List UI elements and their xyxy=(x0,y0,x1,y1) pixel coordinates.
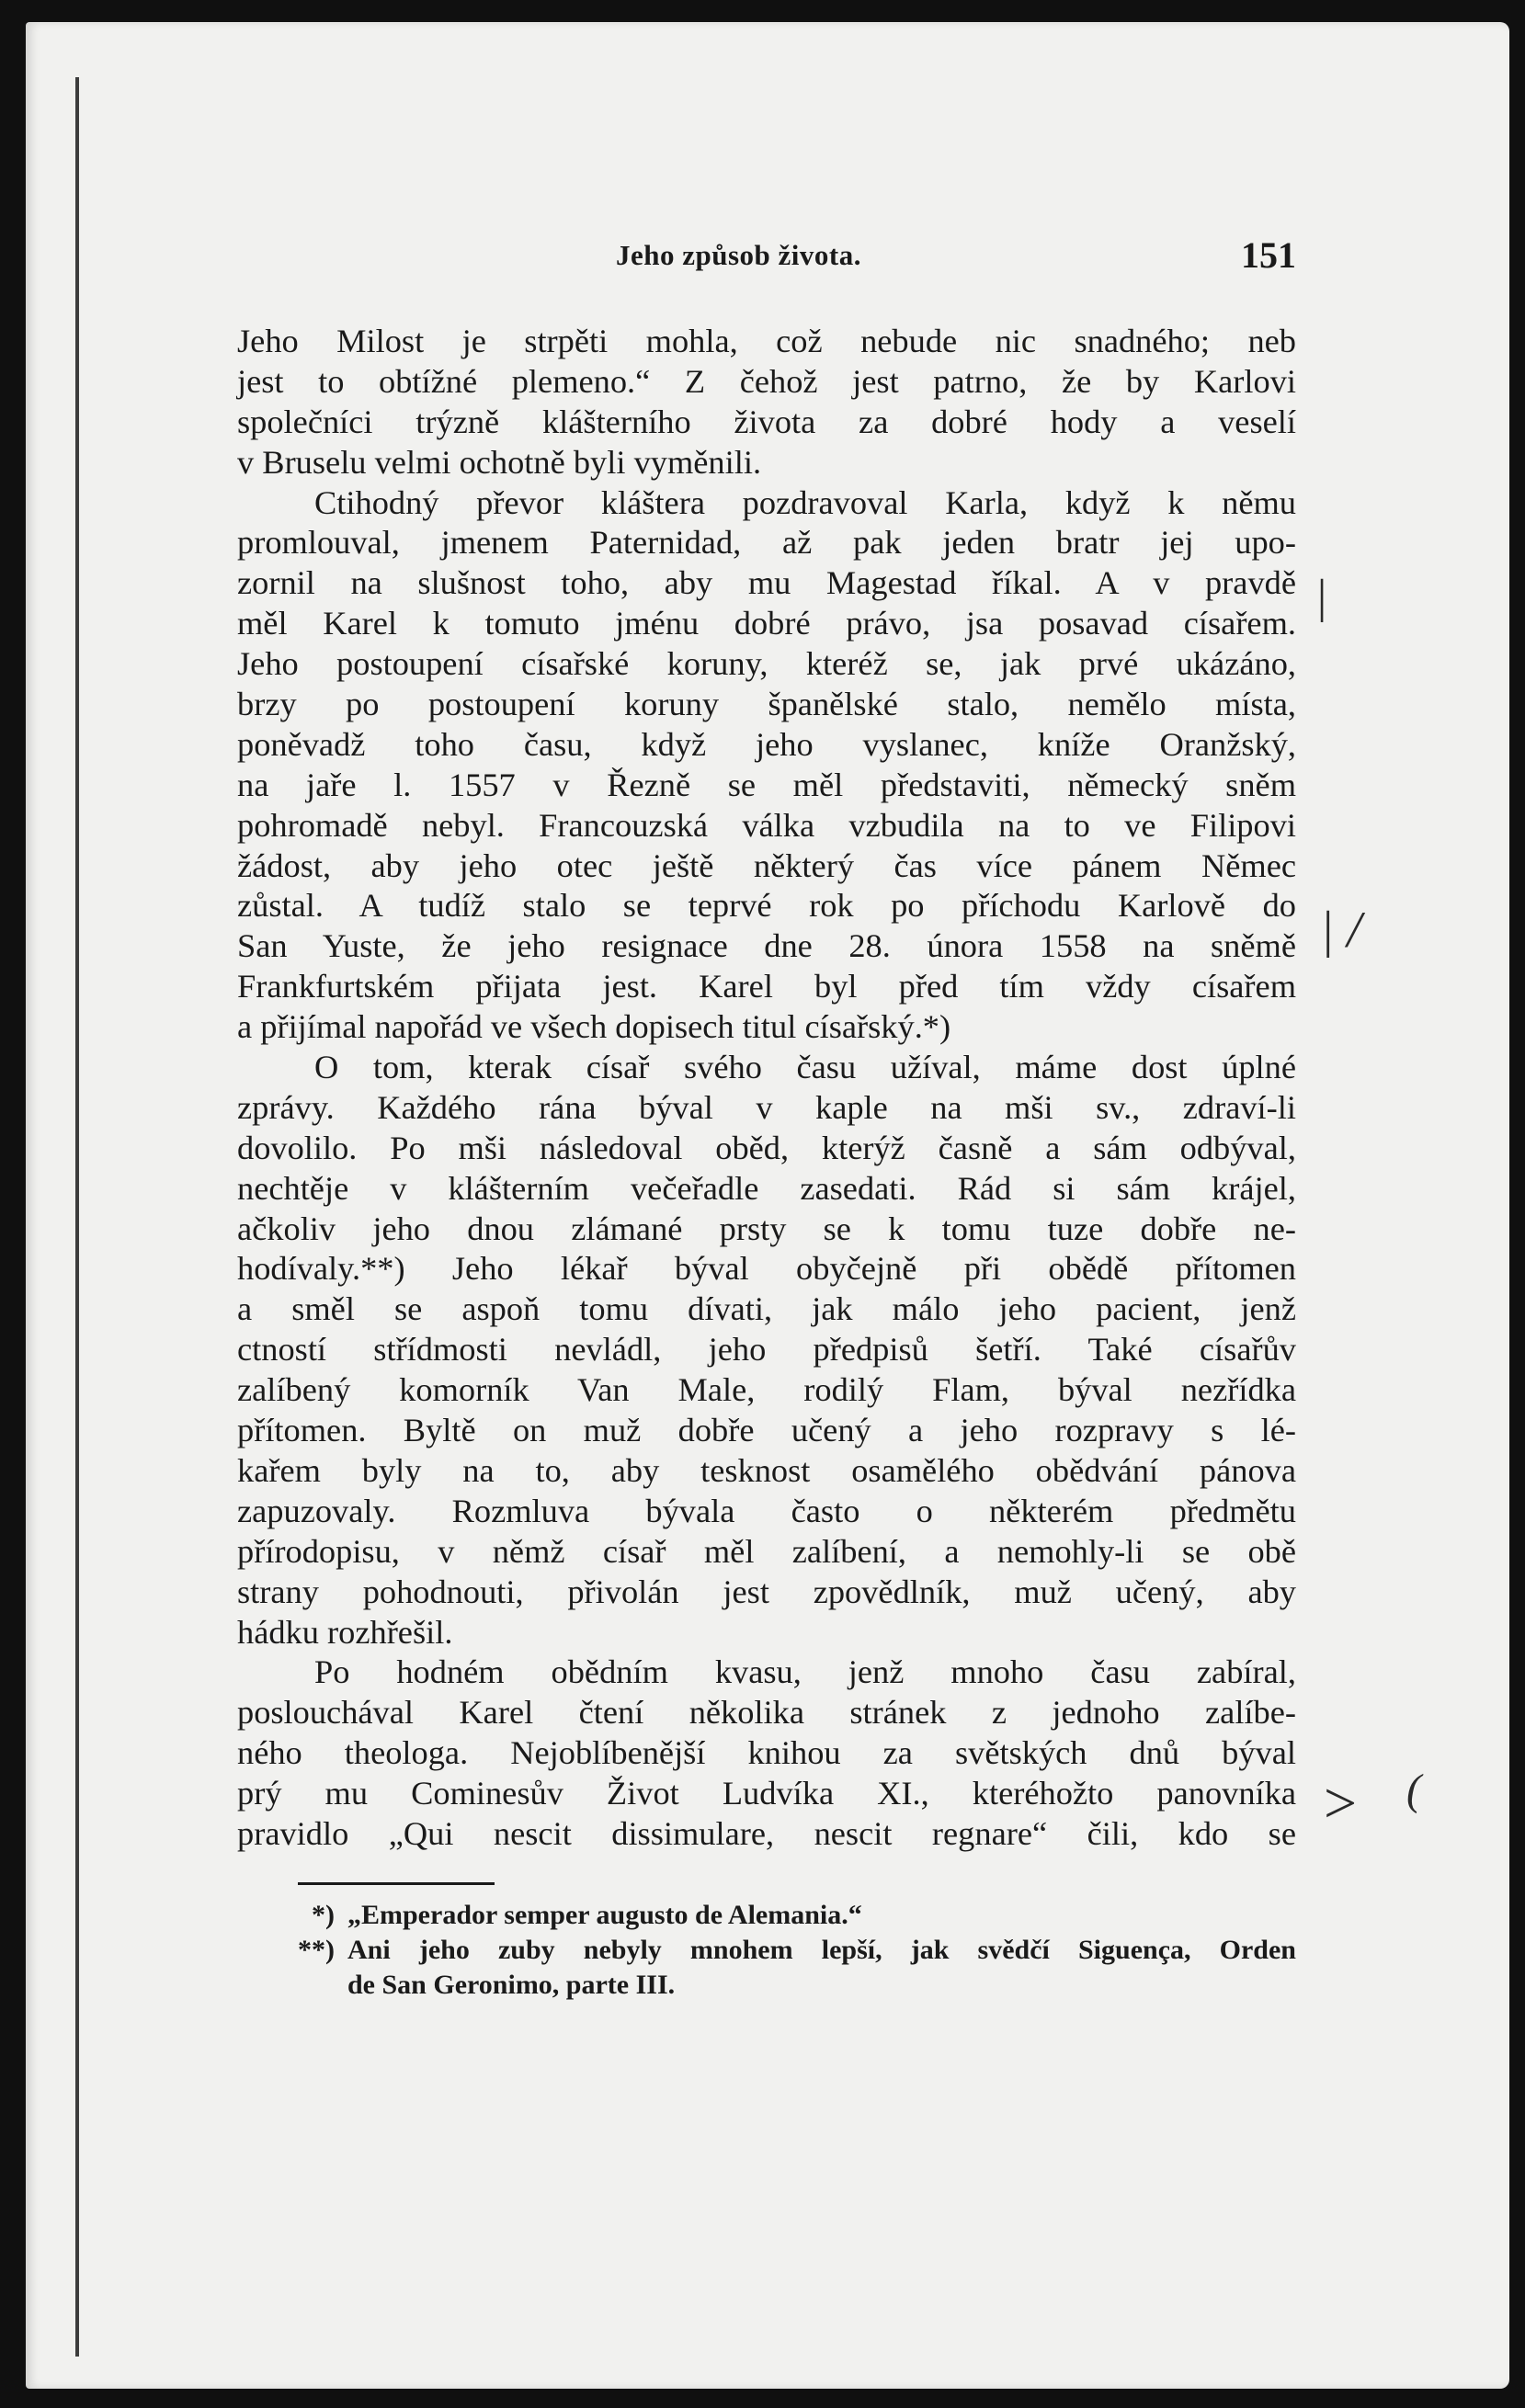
body-text xyxy=(237,322,1296,1855)
body-line: poněvadž toho času, když jeho vyslanec, kníže Oranžský, xyxy=(237,725,1296,763)
body-line: zalíbený komorník Van Male, rodilý Flam, býval nezřídka xyxy=(237,1371,1296,1409)
body-line: O tom, kterak císař svého času užíval, máme dost úplné xyxy=(314,1049,1296,1086)
body-line: v Bruselu velmi ochotně byli vyměnili. xyxy=(237,443,762,481)
footnote-line: „Emperador semper augusto de Alemania.“ xyxy=(347,1899,862,1930)
body-line: zornil na slušnost toho, aby mu Magestad říkal. A v pravdě xyxy=(237,564,1296,602)
page-number: 151 xyxy=(1241,234,1296,276)
page-text-block xyxy=(237,230,1296,2003)
body-line: nechtěje v klášterním večeřadle zasedati. Rád si sám krájel, xyxy=(237,1169,1296,1207)
running-head xyxy=(237,230,1296,279)
footnotes xyxy=(237,1898,1296,2003)
body-line: pravidlo „Qui nescit dissimulare, nescit regnare“ čili, kdo se xyxy=(237,1814,1296,1852)
body-line: ného theologa. Nejoblíbenější knihou za světských dnů býval xyxy=(237,1734,1296,1772)
body-line: ačkoliv jeho dnou zlámané prsty se k tomu tuze dobře ne- xyxy=(237,1210,1296,1247)
footnote-separator xyxy=(298,1882,495,1885)
body-line: přítomen. Byltě on muž dobře učený a jeho rozpravy s lé- xyxy=(237,1412,1296,1449)
margin-pencil-mark: | / xyxy=(1320,902,1361,959)
body-line: dovolilo. Po mši následoval oběd, kterýž časně a sám odbýval, xyxy=(237,1129,1296,1166)
body-line: pohromadě nebyl. Francouzská válka vzbudila na to ve Filipovi xyxy=(237,806,1296,844)
body-line: Frankfurtském přijata jest. Karel byl před tím vždy císařem xyxy=(237,968,1296,1005)
body-line: promlouval, jmenem Paternidad, až pak jeden bratr jej upo- xyxy=(237,524,1296,562)
body-line: přírodopisu, v němž císař měl zalíbení, a nemohly-li se obě xyxy=(237,1532,1296,1570)
body-line: a přijímal napořád ve všech dopisech titul císařský.*) xyxy=(237,1008,951,1046)
binding-edge-line xyxy=(75,77,79,2357)
running-title: Jeho způsob života. xyxy=(616,239,861,271)
footnote-mark: **) xyxy=(298,1934,335,1965)
body-line: strany pohodnouti, přivolán jest zpovědlník, muž učený, aby xyxy=(237,1573,1296,1610)
footnote xyxy=(237,1898,1296,1933)
body-line: zůstal. A tudíž stalo se teprvé rok po příchodu Karlově do xyxy=(237,887,1296,925)
body-line: kařem byly na to, aby tesknost osamělého obědvání pánova xyxy=(237,1451,1296,1489)
footnote xyxy=(237,1933,1296,2003)
body-line: Jeho Milost je strpěti mohla, což nebude nic snadného; neb xyxy=(237,323,1296,359)
body-line: poslouchával Karel čtení několika stránek z jednoho zalíbe- xyxy=(237,1694,1296,1732)
body-line: hodívaly.**) Jeho lékař býval obyčejně při obědě přítomen xyxy=(237,1250,1296,1288)
body-line: brzy po postoupení koruny španělské stalo, nemělo místa, xyxy=(237,686,1296,723)
margin-pencil-mark: ( xyxy=(1406,1766,1421,1814)
footnote-text xyxy=(347,1898,1296,1933)
body-line: prý mu Cominesův Život Ludvíka XI., kteréhožto panovníka xyxy=(237,1775,1296,1812)
body-line: Jeho postoupení císařské koruny, kteréž se, jak prvé ukázáno, xyxy=(237,645,1296,683)
body-line: hádku rozhřešil. xyxy=(237,1613,453,1651)
body-line: měl Karel k tomuto jménu dobré právo, jsa posavad císařem. xyxy=(237,605,1296,642)
body-line: Po hodném obědním kvasu, jenž mnoho času zabíral, xyxy=(314,1653,1296,1691)
body-line: jest to obtížné plemeno.“ Z čehož jest patrno, že by Karlovi xyxy=(237,362,1296,400)
body-line: ctností střídmosti nevládl, jeho předpisů šetří. Také císařův xyxy=(237,1331,1296,1369)
body-line: Ctihodný převor kláštera pozdravoval Karla, když k němu xyxy=(314,483,1296,521)
footnote-mark: *) xyxy=(312,1899,335,1930)
body-line: San Yuste, že jeho resignace dne 28. února 1558 na sněmě xyxy=(237,927,1296,965)
margin-pencil-mark: | xyxy=(1314,571,1328,623)
body-line: společníci trýzně klášterního života za dobré hody a veselí xyxy=(237,403,1296,440)
body-line: zprávy. Každého rána býval v kaple na mši sv., zdraví-li xyxy=(237,1088,1296,1126)
footnote-line: Ani jeho zuby nebyly mnohem lepší, jak svědčí Siguença, Orden xyxy=(347,1934,1296,1965)
body-line: na jaře l. 1557 v Řezně se měl představiti, německý sněm xyxy=(237,766,1296,803)
footnote-text xyxy=(347,1933,1296,2003)
body-line: zapuzovaly. Rozmluva bývala často o některém předmětu xyxy=(237,1492,1296,1529)
margin-pencil-mark: > xyxy=(1320,1770,1360,1835)
body-line: žádost, aby jeho otec ještě některý čas více pánem Němec xyxy=(237,846,1296,884)
body-line: a směl se aspoň tomu dívati, jak málo jeho pacient, jenž xyxy=(237,1290,1296,1328)
footnote-line: de San Geronimo, parte III. xyxy=(347,1969,676,2000)
